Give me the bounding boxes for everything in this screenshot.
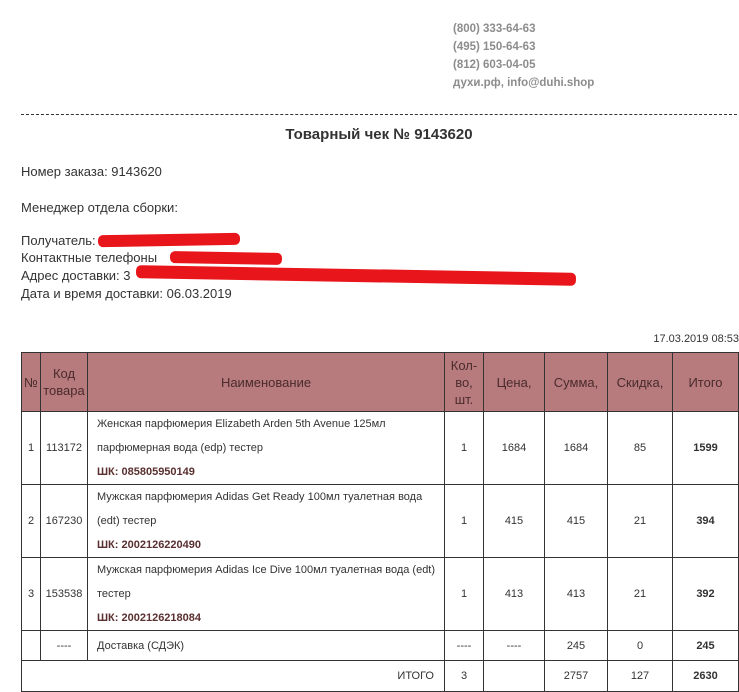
delivery-discount: 0 bbox=[608, 631, 673, 661]
delivery-total: 245 bbox=[673, 631, 739, 661]
grand-total-sum: 2757 bbox=[545, 661, 608, 692]
order-number: Номер заказа: 9143620 bbox=[21, 164, 162, 179]
table-row bbox=[22, 485, 739, 558]
delivery-name: Доставка (СДЭК) bbox=[88, 631, 445, 661]
grand-total-qty: 3 bbox=[445, 661, 484, 692]
col-total: Итого bbox=[673, 353, 739, 412]
table-row bbox=[22, 558, 739, 631]
dashed-divider bbox=[21, 114, 737, 115]
col-discount: Скидка, bbox=[608, 353, 673, 412]
phone-3: (812) 603-04-05 bbox=[453, 59, 536, 71]
row-total: 394 bbox=[673, 485, 739, 558]
row-code: 167230 bbox=[41, 485, 88, 558]
row-total: 392 bbox=[673, 558, 739, 631]
row-name-cell bbox=[88, 412, 445, 485]
phone-2: (495) 150-64-63 bbox=[453, 41, 536, 53]
delivery-num bbox=[22, 631, 41, 661]
receipt-title: Товарный чек № 9143620 bbox=[285, 126, 473, 143]
row-code: 113172 bbox=[41, 412, 88, 485]
row-barcode: ШК: 2002126218084 bbox=[97, 612, 202, 624]
delivery-qty: ---- bbox=[445, 631, 484, 661]
assembly-manager: Менеджер отдела сборки: bbox=[21, 200, 178, 215]
table-header-row bbox=[22, 353, 739, 412]
col-sum: Сумма, bbox=[545, 353, 608, 412]
col-price: Цена, bbox=[484, 353, 545, 412]
col-qty: Кол-во, шт. bbox=[445, 353, 484, 412]
delivery-sum: 245 bbox=[545, 631, 608, 661]
row-qty: 1 bbox=[445, 412, 484, 485]
row-code: 153538 bbox=[41, 558, 88, 631]
grand-total-row bbox=[22, 661, 739, 692]
row-discount: 21 bbox=[608, 558, 673, 631]
items-table bbox=[21, 352, 739, 692]
row-sum: 415 bbox=[545, 485, 608, 558]
row-num: 1 bbox=[22, 412, 41, 485]
col-name: Наименование bbox=[88, 353, 445, 412]
row-barcode: ШК: 085805950149 bbox=[97, 466, 195, 478]
table-row bbox=[22, 412, 739, 485]
col-code: Код товара bbox=[41, 353, 88, 412]
row-price: 415 bbox=[484, 485, 545, 558]
row-name: Мужская парфюмерия Adidas Get Ready 100мл туалетная вода (edt) тестер bbox=[97, 491, 423, 527]
grand-total-label: ИТОГО bbox=[22, 661, 445, 692]
redaction-mark-recipient bbox=[98, 233, 240, 247]
row-discount: 85 bbox=[608, 412, 673, 485]
col-num: № bbox=[22, 353, 41, 412]
grand-total-price bbox=[484, 661, 545, 692]
grand-total-amount: 2630 bbox=[673, 661, 739, 692]
redaction-mark-phone bbox=[170, 251, 282, 265]
row-price: 413 bbox=[484, 558, 545, 631]
row-qty: 1 bbox=[445, 558, 484, 631]
redaction-mark-address bbox=[136, 265, 576, 286]
phones-label: Контактные телефоны bbox=[21, 250, 158, 265]
row-name: Мужская парфюмерия Adidas Ice Dive 100мл туалетная вода (edt) тестер bbox=[97, 564, 436, 600]
delivery-price: ---- bbox=[484, 631, 545, 661]
site-and-email: духи.рф, info@duhi.shop bbox=[453, 77, 595, 89]
row-name: Женская парфюмерия Elizabeth Arden 5th Avenue 125мл парфюмерная вода (edp) тестер bbox=[97, 418, 386, 454]
row-name-cell bbox=[88, 485, 445, 558]
address-label: Адрес доставки: 3 bbox=[21, 268, 131, 283]
row-name-cell bbox=[88, 558, 445, 631]
recipient-label: Получатель: bbox=[21, 233, 96, 248]
delivery-code: ---- bbox=[41, 631, 88, 661]
row-qty: 1 bbox=[445, 485, 484, 558]
print-timestamp: 17.03.2019 08:53 bbox=[653, 333, 739, 345]
phone-1: (800) 333-64-63 bbox=[453, 23, 536, 35]
row-total: 1599 bbox=[673, 412, 739, 485]
store-contacts bbox=[453, 20, 594, 92]
delivery-datetime: Дата и время доставки: 06.03.2019 bbox=[21, 286, 232, 301]
row-barcode: ШК: 2002126220490 bbox=[97, 539, 202, 551]
row-num: 3 bbox=[22, 558, 41, 631]
row-num: 2 bbox=[22, 485, 41, 558]
delivery-row bbox=[22, 631, 739, 661]
grand-total-discount: 127 bbox=[608, 661, 673, 692]
row-price: 1684 bbox=[484, 412, 545, 485]
row-sum: 413 bbox=[545, 558, 608, 631]
row-discount: 21 bbox=[608, 485, 673, 558]
row-sum: 1684 bbox=[545, 412, 608, 485]
